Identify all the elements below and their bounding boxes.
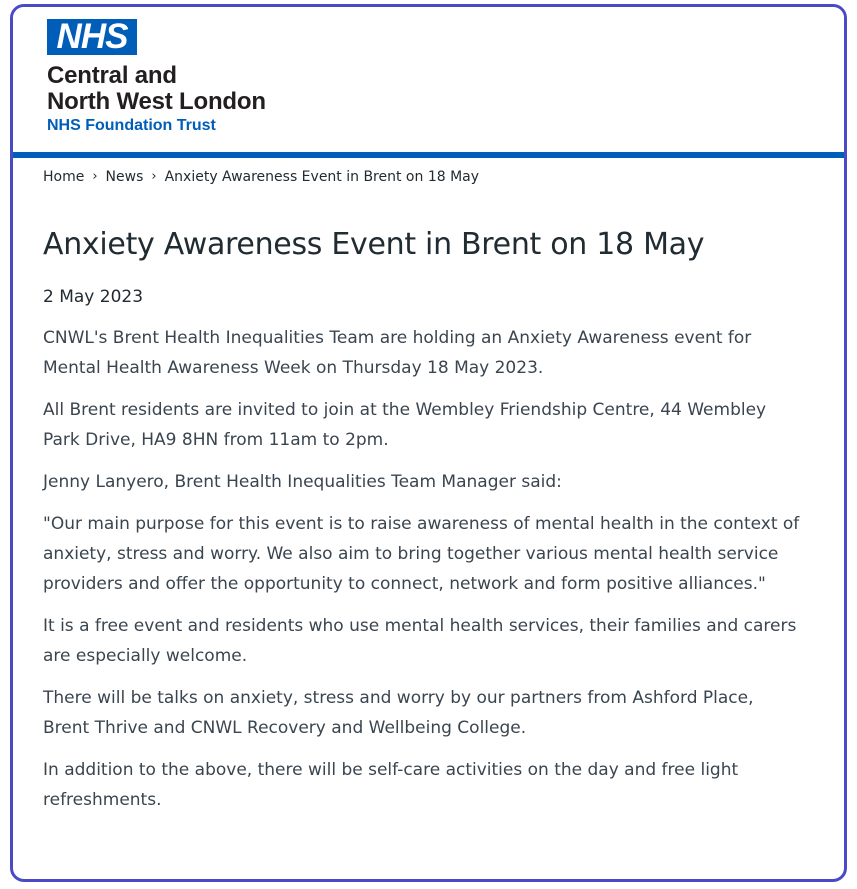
trust-subtitle: NHS Foundation Trust — [47, 117, 216, 134]
trust-name[interactable] — [47, 63, 266, 115]
article-date: 2 May 2023 — [43, 287, 144, 307]
breadcrumb-current: Anxiety Awareness Event in Brent on 18 May — [164, 169, 480, 185]
breadcrumb — [43, 167, 479, 187]
article-quote: "Our main purpose for this event is to raise awareness of mental health in the context of anxiety, stress and worry. We also aim to bring together various mental health service providers and offer the opportunity to connect, network and form positive alliances." — [43, 514, 800, 594]
article-paragraph: CNWL's Brent Health Inequalities Team are holding an Anxiety Awareness event for Mental Health Awareness Week on Thursday 18 May 2023. — [43, 328, 752, 378]
article-paragraph: All Brent residents are invited to join at the Wembley Friendship Centre, 44 Wembley Park Drive, HA9 8HN from 11am to 2pm. — [43, 400, 767, 450]
article-paragraph: There will be talks on anxiety, stress and worry by our partners from Ashford Place, Brent Thrive and CNWL Recovery and Wellbeing College. — [43, 688, 754, 738]
trust-name-line2: North West London — [47, 88, 266, 115]
article-paragraph: Jenny Lanyero, Brent Health Inequalities Team Manager said: — [43, 472, 562, 492]
chevron-right-icon: › — [151, 169, 157, 184]
header-divider — [13, 152, 844, 158]
trust-name-line1: Central and — [47, 62, 177, 89]
article-content — [43, 221, 803, 815]
breadcrumb-news[interactable]: News — [105, 169, 144, 185]
nhs-logo[interactable] — [47, 19, 137, 55]
page-frame — [10, 4, 847, 882]
page-title: Anxiety Awareness Event in Brent on 18 May — [43, 227, 705, 262]
site-header — [13, 7, 844, 152]
article-paragraph: It is a free event and residents who use mental health services, their families and carers are especially welcome. — [43, 616, 797, 666]
nhs-logo-text: NHS — [56, 17, 128, 56]
chevron-right-icon: › — [92, 169, 98, 184]
breadcrumb-home[interactable]: Home — [43, 169, 85, 185]
article-paragraph: In addition to the above, there will be self-care activities on the day and free light refreshments. — [43, 760, 739, 810]
